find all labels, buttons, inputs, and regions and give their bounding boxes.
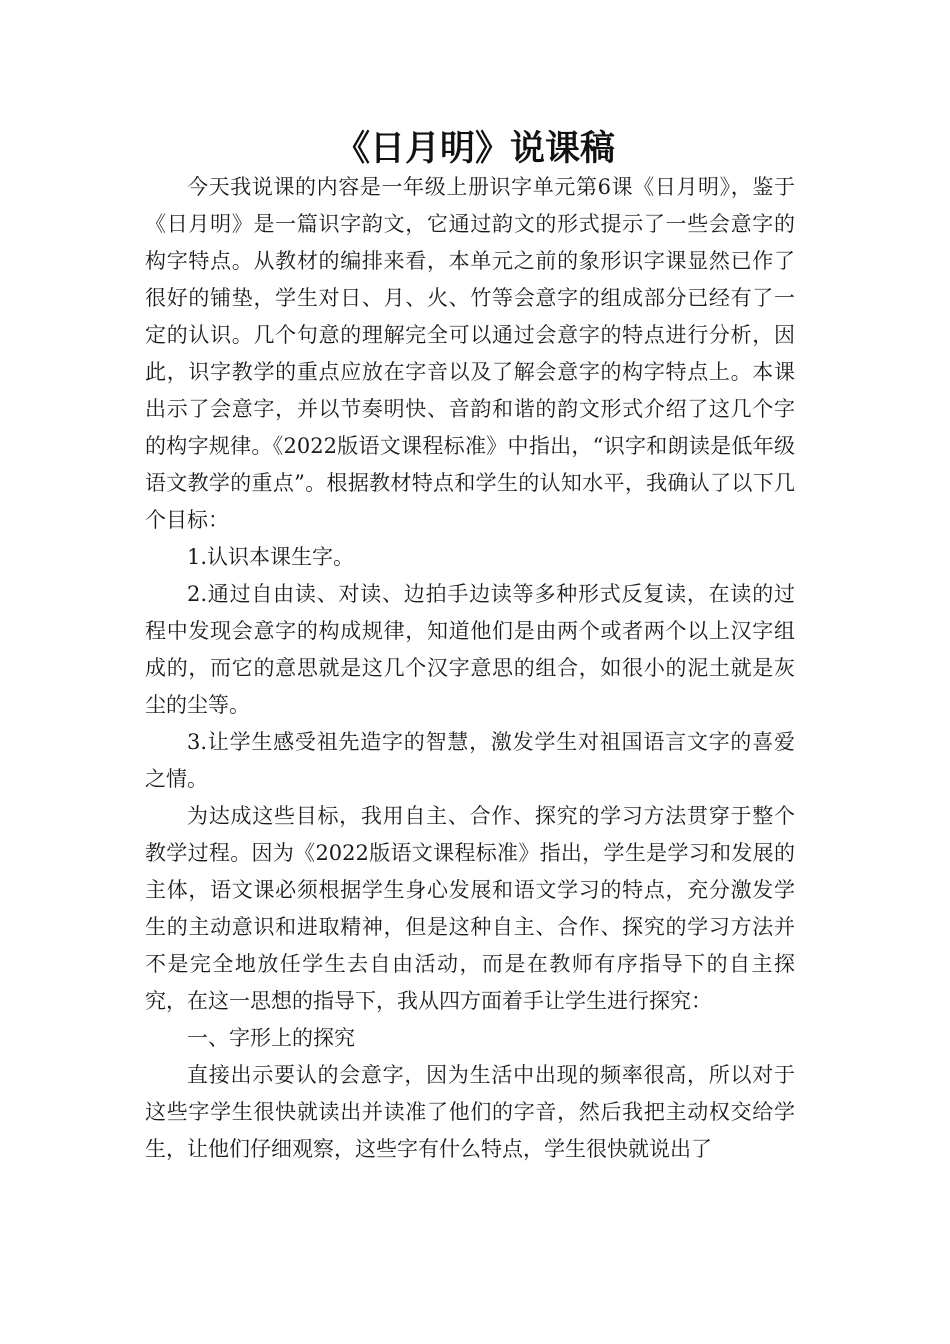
glyph-exploration-paragraph: 直接出示要认的会意字，因为生活中出现的频率很高，所以对于这些字学生很快就读出并读准了他们的字音，然后我把主动权交给学生，让他们仔细观察，这些字有什么特点，学生很快就说出了 [145, 1063, 795, 1161]
section-heading: 一、字形上的探究 [187, 1026, 355, 1050]
intro-paragraph: 今天我说课的内容是一年级上册识字单元第6课《日月明》，鉴于《日月明》是一篇识字韵文，它通过韵文的形式提示了一些会意字的构字特点。从教材的编排来看，本单元之前的象形识字课显然已作了很好的铺垫，学生对日、月、火、竹等会意字的组成部分已经有了一定的认识。几个句意的理解完全可以通过会意字的特点进行分析，因此，识字教学的重点应放在字音以及了解会意字的构字特点上。本课出示了会意字，并以节奏明快、音韵和谐的韵文形式介绍了这几个字的构字规律。《2022版语文课程标准》中指出，“识字和朗读是低年级语文教学的重点”。根据教材特点和学生的认知水平，我确认了以下几个目标： [145, 175, 795, 532]
method-paragraph: 为达成这些目标，我用自主、合作、探究的学习方法贯穿于整个教学过程。因为《2022版语文课程标准》指出，学生是学习和发展的主体，语文课必须根据学生身心发展和语文学习的特点，充分激发学生的主动意识和进取精神，但是这种自主、合作、探究的学习方法并不是完全地放任学生去自由活动，而是在教师有序指导下的自主探究，在这一思想的指导下，我从四方面着手让学生进行探究： [145, 804, 795, 1013]
goal-2-paragraph: 2.通过自由读、对读、边拍手边读等多种形式反复读，在读的过程中发现会意字的构成规律，知道他们是由两个或者两个以上汉字组成的，而它的意思就是这几个汉字意思的组合，如很小的泥土就是灰尘的尘等。 [145, 582, 795, 717]
goal-3-paragraph: 3.让学生感受祖先造字的智慧，激发学生对祖国语言文字的喜爱之情。 [145, 730, 795, 791]
document-title: 《日月明》说课稿 [334, 129, 615, 169]
document-body [145, 169, 795, 1168]
goal-1-paragraph: 1.认识本课生字。 [187, 545, 355, 569]
